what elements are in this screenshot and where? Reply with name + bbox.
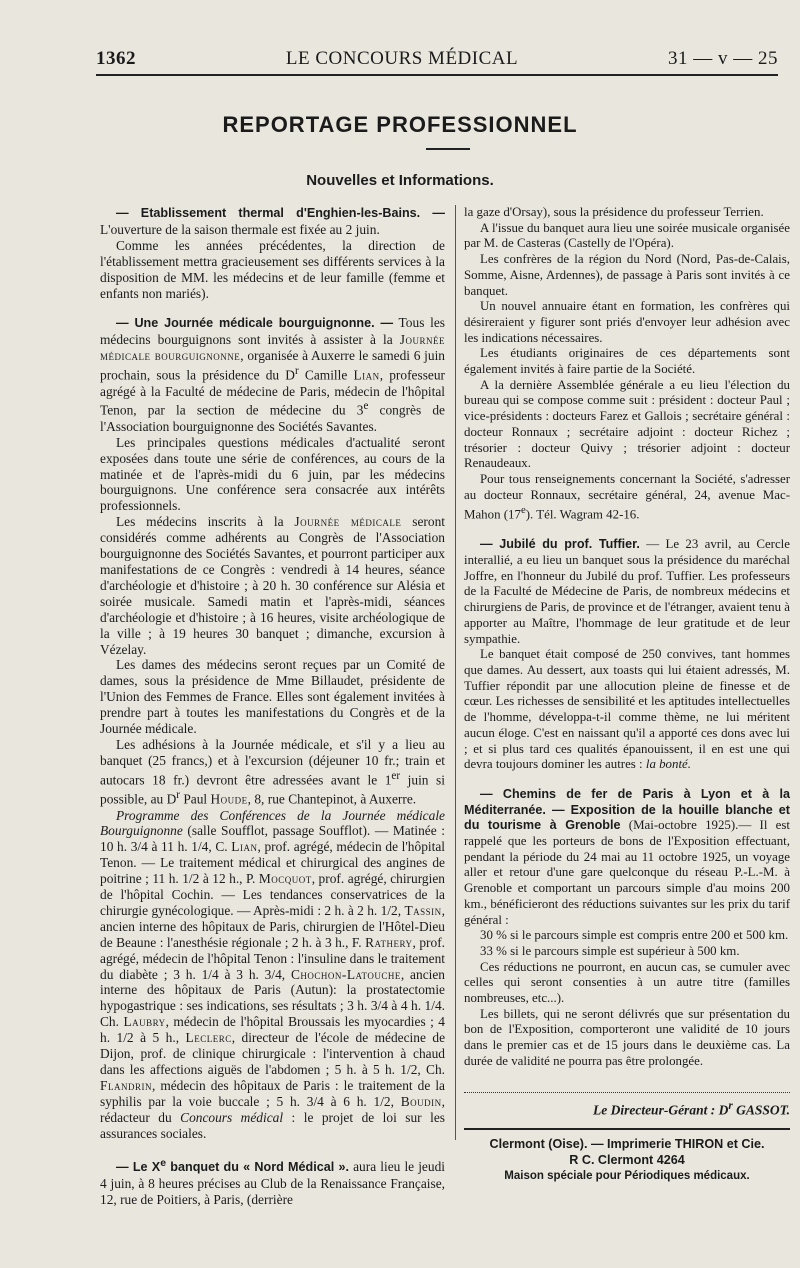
paragraph: Les billets, qui ne seront délivrés que sur présentation du bon de l'Exposition, comporteront une validité de 10 jours dans le premier cas et de 15 jours dans le deuxième cas. La durée de validité ne pourra pas être prolongée. — [464, 1006, 790, 1068]
spacer — [464, 773, 790, 787]
article-tuffier: — Jubilé du prof. Tuffier. — Le 23 avril, au Cercle interallié, a eu lieu un banquet sous la présidence du maréchal Joffre, en l'honneur du Jubilé du prof. Tuffier. Les professeurs de la Faculté de Médecine de Paris, de nombreux médecins et chirurgiens de Paris, de province et de l'étranger, avaient tenu à apporter au Maître, l'hommage de leur gratitude et de leur sympathie. — [464, 537, 790, 646]
page-number: 1362 — [96, 48, 136, 69]
spacer — [464, 523, 790, 537]
left-column — [100, 205, 445, 1207]
article-enghien: — Etablissement thermal d'Enghien-les-Bains. — L'ouverture de la saison thermale est fixée au 2 juin. — [100, 206, 445, 237]
paragraph: Les principales questions médicales d'actualité seront exposées dans toute une série de conférences, au cours de la matinée et de l'après-midi du 6 juin, par les médecins bourguignons. Une conférence sera consacrée aux intérêts professionnels. — [100, 434, 445, 514]
paragraph: Les confrères de la région du Nord (Nord, Pas-de-Calais, Somme, Aisne, Ardennes), de passage à Paris sont invités à ce banquet. — [464, 252, 790, 298]
paragraph: Le banquet était composé de 250 convives, tant hommes que dames. Au dessert, aux toasts qui lui étaient adressés, M. Tuffier répondit par une allocution pleine de finesse et de cœur. Les richesses de sensibilité et les aptitudes intellectuelles de l'homme, développa-t-il comme thème, ne lui méritent aucun éloge. C'est en naissant qu'il a apporté ces dons avec lui ; et si plus tard ces qualités épanouissent, il en est une qui devra toujours dominer les autres : la bonté. — [464, 647, 790, 772]
paragraph: Les adhésions à la Journée médicale, et s'il y a lieu au banquet (25 francs,) et à l'excursion (déjeuner 10 fr.; train et autocars 18 fr.) devront être adressées avant le 1er juin si possible, au $D^r$ Paul Houde, 8, rue Chantepinot, à Auxerre. — [100, 736, 445, 807]
imprint-line: Maison spéciale pour Périodiques médicaux. — [504, 1169, 750, 1182]
issue-date: 31 — v — 25 — [667, 48, 778, 69]
paragraph: Un nouvel annuaire étant en formation, les confrères qui désireraient y figurer sont priés d'envoyer leur adhésion avec les indications nécessaires. — [464, 299, 790, 345]
spacer — [100, 1142, 445, 1156]
journal-title: LE CONCOURS MÉDICAL — [285, 48, 519, 69]
paragraph: Comme les années précédentes, la direction de l'établissement mettra gracieusement ses différents services à la disposition de MM. les médecins et de leur famille (femme et enfants non mariés). — [100, 237, 445, 301]
running-header — [96, 44, 778, 76]
paragraph: A la dernière Assemblée générale a eu lieu l'élection du bureau qui se compose comme suit : président : docteur Paul ; vice-présidents : docteurs Farez et Gallois ; secrétaire général : docteur Ronnaux ; secrétaire adjoint : docteur Richez ; trésorier : docteur Quivy ; trésorier adjoint : docteur Renaudeaux. — [464, 377, 790, 471]
article-heading: — Le Xe banquet du « Nord Médical ». — [116, 1156, 350, 1174]
paragraph: Ces réductions ne pourront, en aucun cas, se cumuler avec celles qui seront consenties à un autre titre (familles nombreuses, etc...). — [464, 959, 790, 1006]
paragraph: A l'issue du banquet aura lieu une soirée musicale organisée par M. de Casteras (Castelly de l'Opéra). — [464, 220, 790, 251]
wavy-rule — [464, 1082, 790, 1093]
title-rule — [426, 148, 470, 150]
right-column — [464, 205, 790, 1184]
paragraph: 30 % si le parcours simple est compris entre 200 et 500 km. — [480, 928, 789, 943]
column-divider — [455, 205, 456, 1140]
paragraph: Les étudiants originaires de ces départements sont également invités à faire partie de la Société. — [464, 346, 790, 377]
imprint-line: Clermont (Oise). — Imprimerie THIRON et Cie. — [489, 1136, 765, 1151]
paragraph: Les dames des médecins seront reçues par un Comité de dames, sous la présidence de Mme Billaudet, présidente de l'Union des Femmes de France. Elles sont également invitées à prendre part à toutes les manifestations du Congrès et de la Journée médicale. — [100, 657, 445, 737]
article-nord-medical: — Le Xe banquet du « Nord Médical ». aura lieu le jeudi 4 juin, à 8 heures précises au Club de la Renaissance Française, 12, rue de Poitiers, à Paris, (derrière — [100, 1156, 445, 1207]
article-heading: — Etablissement thermal d'Enghien-les-Bains. — — [116, 206, 445, 220]
article-heading: — Jubilé du prof. Tuffier. — [480, 537, 640, 552]
spacer — [100, 301, 445, 315]
paragraph: Pour tous renseignements concernant la Société, s'adresser au docteur Ronnaux, secrétaire général, 24, avenue Mac-Mahon (17e). Tél. Wagram 42-16. — [464, 471, 790, 522]
section-subtitle: Nouvelles et Informations. — [306, 172, 494, 189]
paragraph: la gaze d'Orsay), sous la présidence du professeur Terrien. — [464, 205, 764, 219]
imprint — [464, 1136, 790, 1184]
paragraph: Les médecins inscrits à la Journée médicale seront considérés comme adhérents au Congrès de l'Association bourguignonne des Sociétés Savantes, et pourront participer aux manifestations de ce Congrès : vendredi à 14 heures, séance d'archéologie et d'histoire ; à 20 h. 30 conférence sur Alésia et soirée musicale. Samedi matin et l'après-midi, séances d'archéologie et d'histoire ; à 16 heures, visite archéologique de la ville ; à 19 heures 30 banquet ; dimanche, excursion à Vézelay. — [100, 514, 445, 657]
article-heading: — Une Journée médicale bourguignonne. — — [116, 316, 394, 331]
imprint-line: R C. Clermont 4264 — [569, 1152, 685, 1167]
paragraph: 33 % si le parcours simple est supérieur à 500 km. — [480, 943, 740, 958]
programme-paragraph: Programme des Conférences de la Journée médicale Bourguignonne (salle Soufflot, passage Soufflot). — Matinée : 10 h. 3/4 à 11 h. 1/4, C. Lian, prof. agrégé, médecin de l'hôpital Tenon. — Le traitement médical et chirurgical des angines de poitrine ; 11 h. 1/2 à 12 h., P. Mocquot, prof. agrégé, chirurgien de l'hôpital Cochin. — Les tendances conservatrices de la chirurgie gynécologique. — Après-midi : 2 h. à 2 h. 1/2, Tassin, ancien interne des hôpitaux de Paris, chirurgien de l'Hôtel-Dieu de Beaune : l'anesthésie régionale ; 2 h. à 3 h., F. Rathery, prof. agrégé, médecin de l'hôpital Tenon : l'insuline dans le traitement du diabète ; 3 h. 1/4 à 3 h. 3/4, Chochon-Latouche, ancien interne des hôpitaux de Paris (Autun): la prostatectomie hypogastrique : ses indications, ses résultats ; 3 h. 3/4 à 4 h. 1/4. Ch. Laubry, médecin de l'hôpital Broussais les myocardies ; 4 h. 1/2 à 5 h., Leclerc, directeur de l'école de médecine de Dijon, prof. de clinique chirurgicale : l'intervention à chaud dans les affections aiguës de l'abdomen ; 5 h. à 5 h. 1/2, Ch. Flandrin, médecin des hôpitaux de Paris : le traitement de la syphilis par la voie buccale ; 5 h. 3/4 à 6 h. 1/2, Boudin, rédacteur du Concours médical : le projet de loi sur les assurances sociales. — [100, 807, 446, 1141]
article-heading: — Chemins de fer de Paris à Lyon et à la Méditerranée. — Exposition de la houille blanche et du tourisme à Grenoble — [464, 786, 790, 833]
section-title: REPORTAGE PROFESSIONNEL — [222, 112, 578, 137]
imprint-rule — [464, 1128, 790, 1130]
article-journee-medicale: — Une Journée médicale bourguignonne. — Tous les médecins bourguignons sont invités à assister à la Journée médicale bourguignonne, organisée à Auxerre le samedi 6 juin prochain, sous la présidence du $D^r$ Camille Lian, professeur agrégé à la Faculté de médecine de Paris, médecin de l'hôpital Tenon, par la section de médecine du 3e congrès de l'Association bourguignonne des Sociétés Savantes. — [100, 315, 446, 434]
article-plm: — Chemins de fer de Paris à Lyon et à la Méditerranée. — Exposition de la houille blanche et du tourisme à Grenoble (Mai-octobre 1925).— Il est rappelé que les porteurs de bons de l'Exposition effectuant, pendant la période du 24 mai au 11 octobre 1925, un voyage aller et retour d'une gare quelconque du réseau P.-L.-M. à Grenoble et comportant un parcours simple d'au moins 200 km., bénéficieront des réductions suivantes sur les prix du tarif général : — [464, 786, 790, 927]
signature: Le Directeur-Gérant : $D^r$ GASSOT. — [592, 1099, 790, 1118]
